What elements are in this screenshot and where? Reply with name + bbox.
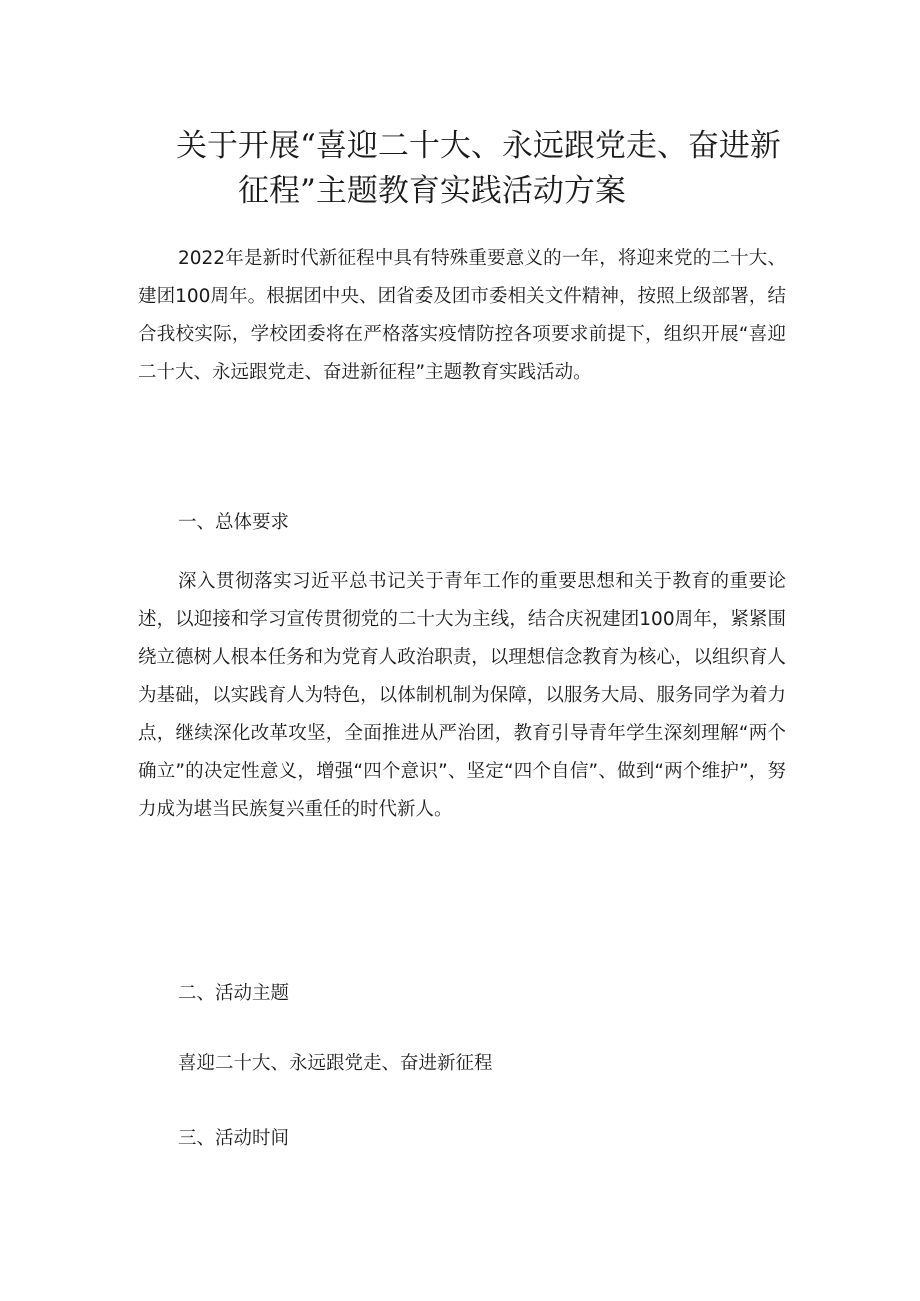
section-3-heading: 三、活动时间 [178,1128,290,1149]
document-title-line-1: 关于开展“喜迎二十大、永远跟党走、奋进新 [176,128,781,164]
section-2-heading: 二、活动主题 [178,983,290,1004]
document-title [176,124,796,214]
section-1-paragraph: 深入贯彻落实习近平总书记关于青年工作的重要思想和关于教育的重要论述，以迎接和学习宣传贯彻党的二十大为主线，结合庆祝建团100周年，紧紧围绕立德树人根本任务和为党育人政治职责，以理想信念教育为核心，以组织育人为基础，以实践育人为特色，以体制机制为保障，以服务大局、服务同学为着力点，继续深化改革攻坚，全面推进从严治团，教育引导青年学生深刻理解“两个确立”的决定性意义，增强“四个意识”、坚定“四个自信”、做到“两个维护”，努力成为堪当民族复兴重任的时代新人。 [138,571,786,820]
intro-paragraph: 2022年是新时代新征程中具有特殊重要意义的一年，将迎来党的二十大、建团100周年。根据团中央、团省委及团市委相关文件精神，按照上级部署，结合我校实际，学校团委将在严格落实疫情防控各项要求前提下，组织开展“喜迎二十大、永远跟党走、奋进新征程”主题教育实践活动。 [138,248,786,383]
section-1-heading: 一、总体要求 [178,512,290,533]
document-title-line-2: 征程”主题教育实践活动方案 [238,173,626,209]
activity-theme-text: 喜迎二十大、永远跟党走、奋进新征程 [178,1053,493,1074]
